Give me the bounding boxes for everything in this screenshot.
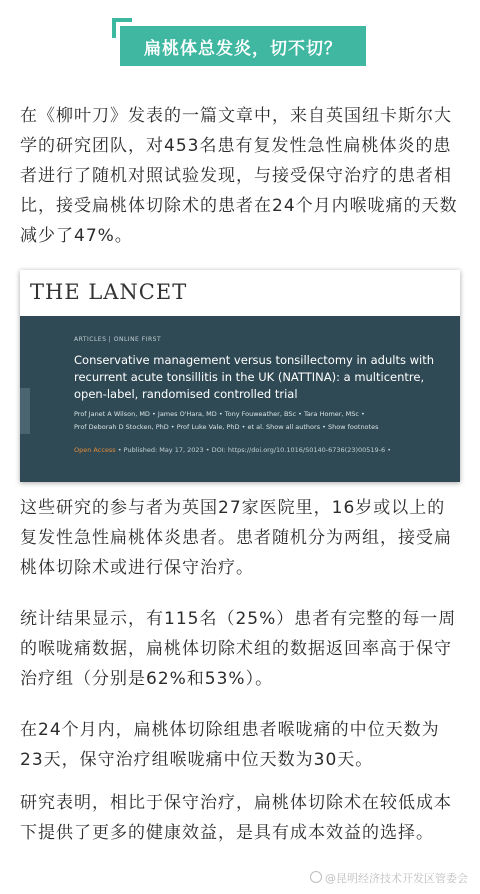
watermark-text: @昆明经济技术开发区管委会 (325, 872, 468, 885)
heading-title: 扁桃体总发炎，切不切？ (120, 26, 366, 66)
published-info: • Published: May 17, 2023 • DOI: https://doi.org/10.1016/S0140-6736(23)00519-6 • (117, 446, 392, 454)
lancet-logo: THE LANCET (30, 280, 188, 304)
lancet-article-screenshot (20, 270, 460, 482)
section-heading (112, 18, 372, 70)
weibo-icon (310, 871, 322, 883)
open-access-link[interactable]: Open Access (74, 446, 116, 454)
participants-paragraph: 这些研究的参与者为英国27家医院里，16岁或以上的复发性急性扁桃体炎患者。患者随机分为两组，接受扁桃体切除术或进行保守治疗。 (20, 498, 452, 578)
authors-line-2: Prof Deborah D Stocken, PhD • Prof Luke Vale, PhD • et al. Show all authors • Show footnotes (74, 423, 379, 431)
intro-paragraph: 在《柳叶刀》发表的一篇文章中，来自英国纽卡斯尔大学的研究团队，对453名患有复发性急性扁桃体炎的患者进行了随机对照试验发现，与接受保守治疗的患者相比，接受扁桃体切除术的患者在24个月内喉咙痛的天数减少了47%。 (20, 106, 458, 246)
authors-line-1: Prof Janet A Wilson, MD • James O'Hara, MD • Tony Fouweather, BSc • Tara Homer, MSc • (74, 410, 365, 418)
article-publication-info (74, 446, 391, 454)
weibo-watermark (310, 870, 468, 886)
article-meta: ARTICLES | ONLINE FIRST (74, 336, 162, 343)
article-authors (74, 408, 454, 434)
statistics-paragraph: 统计结果显示，有115名（25%）患者有完整的每一周的喉咙痛数据，扁桃体切除术组的数据返回率高于保守治疗组（分别是62%和53%）。 (20, 609, 457, 689)
conclusion-paragraph: 研究表明，相比于保守治疗，扁桃体切除术在较低成本下提供了更多的健康效益，是具有成本效益的选择。 (20, 793, 452, 843)
median-days-paragraph: 在24个月内，扁桃体切除组患者喉咙痛的中位天数为23天，保守治疗组喉咙痛中位天数为30天。 (20, 720, 440, 770)
lancet-article-banner (20, 316, 460, 482)
article-title: Conservative management versus tonsillectomy in adults with recurrent acute tonsillitis in the UK (NATTINA): a multicentre, open-label, randomised controlled trial (74, 353, 435, 401)
